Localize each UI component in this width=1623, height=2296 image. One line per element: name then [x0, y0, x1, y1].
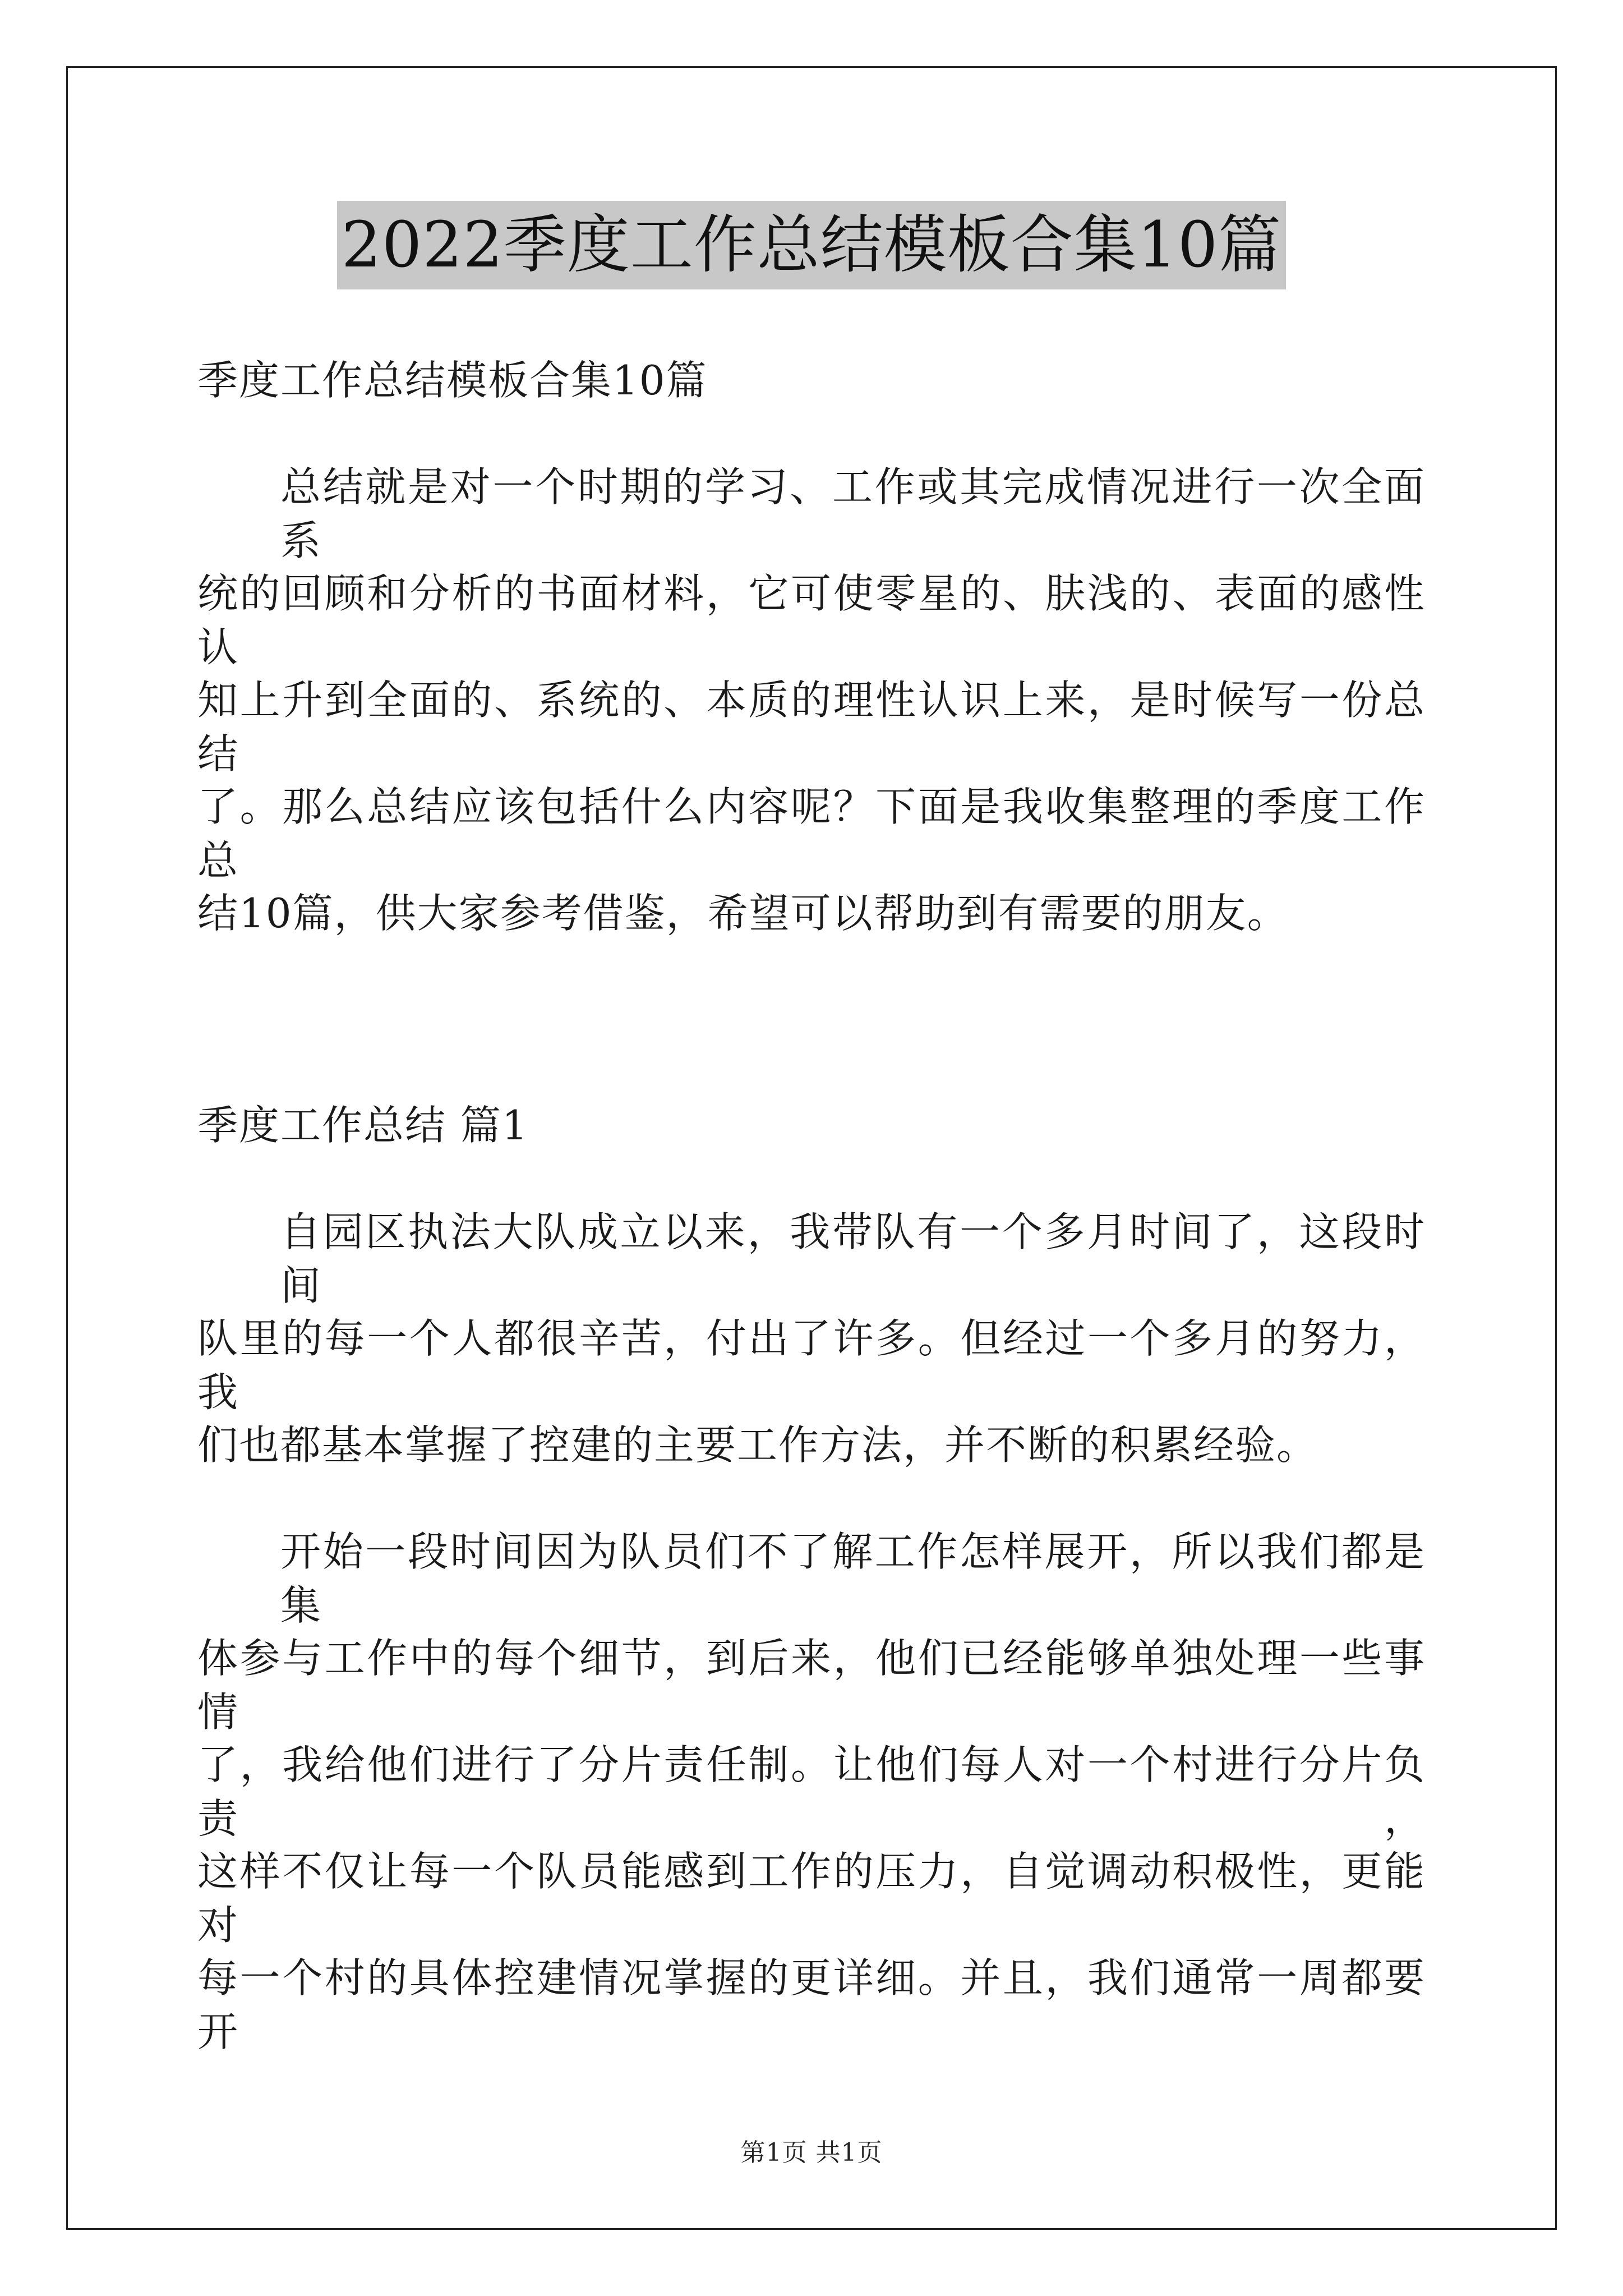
- title-container: [0, 201, 1623, 289]
- paragraph-line: 们也都基本掌握了控建的主要工作方法，并不断的积累经验。: [197, 1421, 1318, 1469]
- paragraph-line: 体参与工作中的每个细节，到后来，他们已经能够单独处理一些事情: [197, 1635, 1426, 1736]
- page-footer: 第1页 共1页: [740, 2138, 883, 2167]
- intro-line: 结10篇，供大家参考借鉴，希望可以帮助到有需要的朋友。: [197, 890, 1289, 937]
- paragraph-line: 开始一段时间因为队员们不了解工作怎样展开，所以我们都是集: [280, 1528, 1426, 1629]
- paragraph-line: 队里的每一个人都很辛苦，付出了许多。但经过一个多月的努力，我: [197, 1315, 1426, 1416]
- paragraph-line: 这样不仅让每一个队员能感到工作的压力，自觉调动积极性，更能对: [197, 1848, 1426, 1949]
- intro-line: 统的回顾和分析的书面材料，它可使零星的、肤浅的、表面的感性认: [197, 570, 1426, 671]
- intro-line: 了。那么总结应该包括什么内容呢？下面是我收集整理的季度工作总: [197, 783, 1426, 884]
- paragraph-line: 了，我给他们进行了分片责任制。让他们每人对一个村进行分片负责，: [197, 1741, 1426, 1842]
- document-title: 2022季度工作总结模板合集10篇: [337, 201, 1287, 289]
- intro-line: 总结就是对一个时期的学习、工作或其完成情况进行一次全面系: [280, 463, 1426, 564]
- paragraph-line: 每一个村的具体控建情况掌握的更详细。并且，我们通常一周都要开: [197, 1954, 1426, 2055]
- section-heading: 季度工作总结 篇1: [197, 1102, 529, 1149]
- paragraph-line: 自园区执法大队成立以来，我带队有一个多月时间了，这段时间: [280, 1208, 1426, 1309]
- intro-line: 知上升到全面的、系统的、本质的理性认识上来，是时候写一份总结: [197, 677, 1426, 777]
- document-subtitle: 季度工作总结模板合集10篇: [197, 357, 708, 404]
